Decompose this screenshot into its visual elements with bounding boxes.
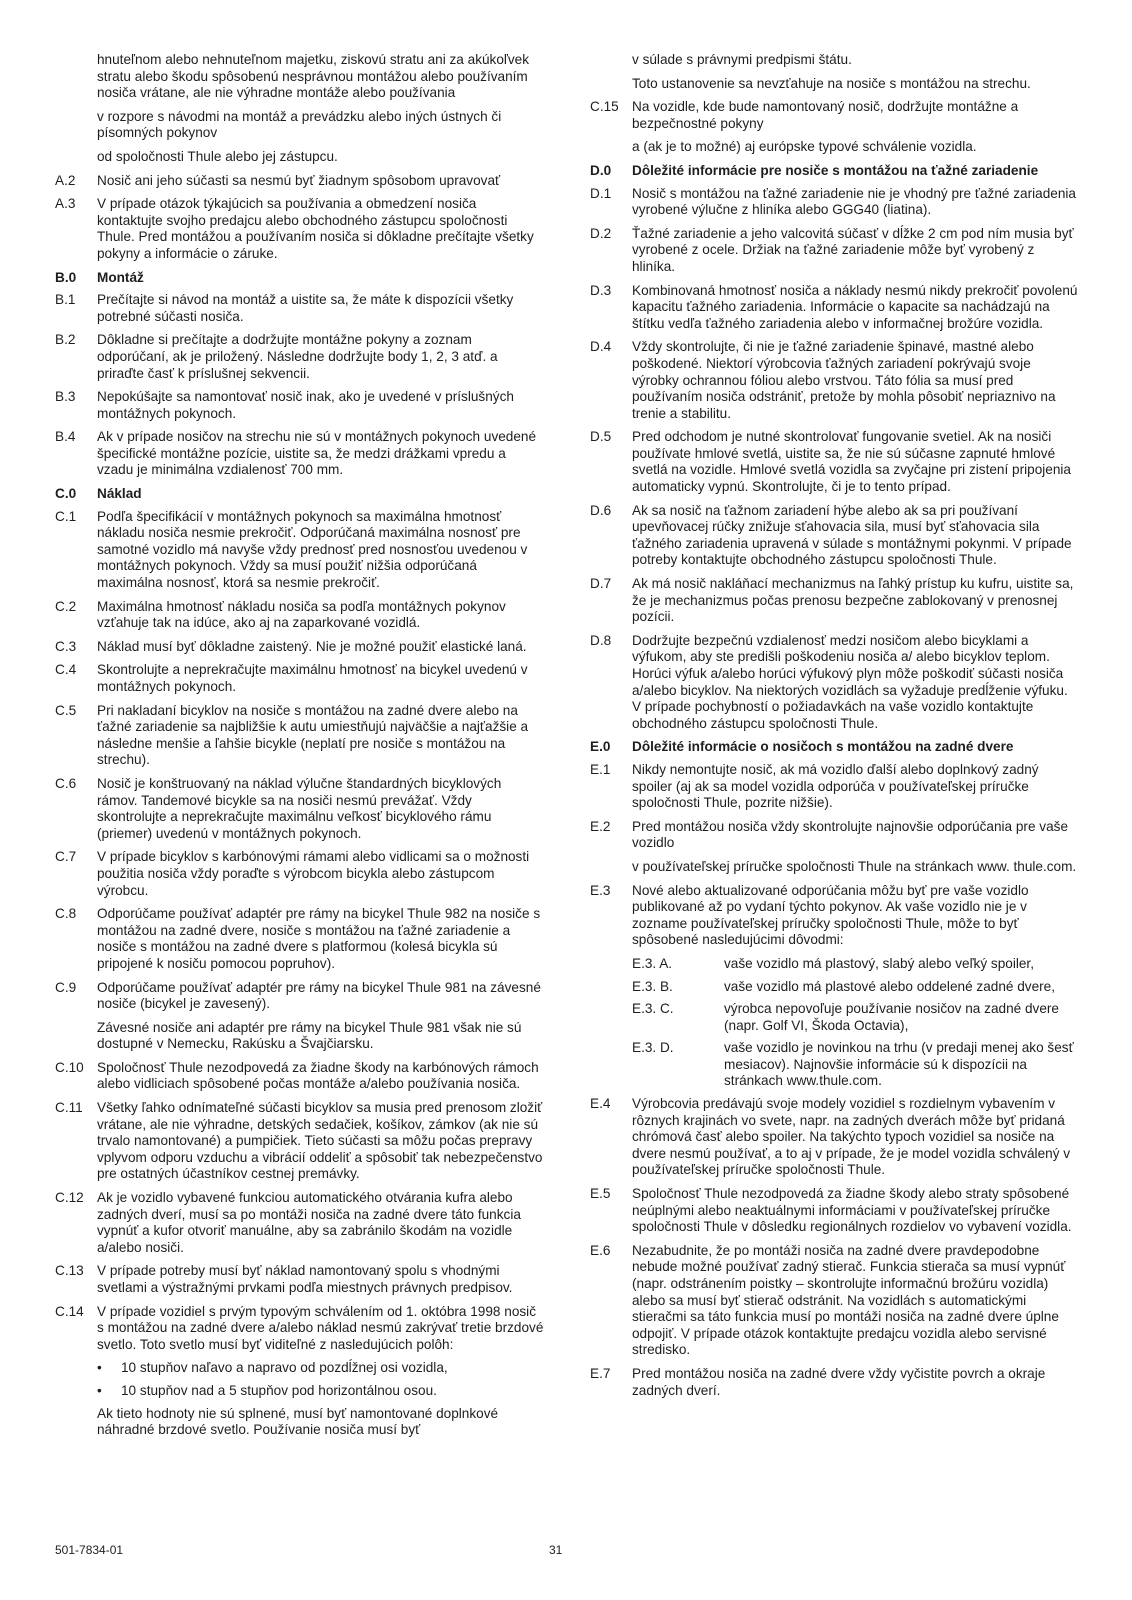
item-number: C.15 [590, 99, 619, 115]
item-number: E.3 [590, 882, 611, 898]
item-text: Spoločnosť Thule nezodpovedá za žiadne škody alebo straty spôsobené neúplnými alebo neaktuálnymi informáciami v používateľskej príručke spoločnosti Thule v dôsledku regionálnych rozdielov vo vybavení vozidla. [632, 1186, 1072, 1235]
list-item [590, 762, 1080, 812]
list-item [590, 883, 1080, 949]
document-number: 501-7834-01 [55, 1543, 124, 1557]
item-number: E.6 [590, 1242, 611, 1258]
item-text: Spoločnosť Thule nezodpovedá za žiadne škody na karbónových rámoch alebo vidliciach spôsobené počas montáže a/alebo používania nosiča. [97, 1059, 539, 1092]
item-number: E.2 [590, 818, 611, 834]
sub-item-text: výrobca nepovoľuje používanie nosičov na zadné dvere (napr. Golf VI, Škoda Octavia), [724, 1001, 1059, 1033]
list-item [55, 1190, 545, 1256]
paragraph-continuation: Ak tieto hodnoty nie sú splnené, musí byť namontované doplnkové náhradné brzdové svetlo. Používanie nosiča musí byť [97, 1405, 499, 1438]
list-item [55, 173, 545, 190]
bullet-text: 10 stupňov nad a 5 stupňov pod horizontálnou osou. [121, 1382, 437, 1398]
item-text: Maximálna hmotnosť nákladu nosiča sa podľa montážnych pokynov vzťahuje tak na idúce, ako aj na zaparkované vozidlá. [97, 598, 506, 631]
list-item [55, 906, 545, 972]
list-item [55, 776, 545, 842]
item-number: C.1 [55, 508, 77, 524]
item-text: Ak v prípade nosičov na strechu nie sú v montážnych pokynoch uvedené špecifické montážne pozície, uistite sa, že medzi drážkami vpredu a vzadu je minimálna vzdialenosť 700 mm. [97, 429, 537, 478]
sub-item-number: E.3. C. [632, 1001, 674, 1017]
list-item [55, 1060, 545, 1093]
sub-item-text: vaše vozidlo je novinkou na trhu (v predaji menej ako šesť mesiacov). Najnovšie informácie sú k dispozícii na stránkach www.thule.com. [724, 1040, 1074, 1089]
list-item [590, 339, 1080, 422]
left-column [55, 52, 545, 1446]
list-item [55, 1263, 545, 1296]
item-number: A.3 [55, 196, 76, 212]
section-number: B.0 [55, 269, 77, 285]
sub-item-text: vaše vozidlo má plastové alebo oddelené zadné dvere, [724, 978, 1056, 994]
section-heading [590, 739, 1080, 756]
paragraph-continuation: v rozpore s návodmi na montáž a prevádzku alebo iných ústnych či písomných pokynov [97, 108, 502, 141]
list-item [55, 703, 545, 769]
bullet-icon: • [97, 1360, 102, 1376]
sub-item-number: E.3. D. [632, 1040, 674, 1056]
sub-item-number: E.3. A. [632, 955, 673, 971]
list-item [590, 576, 1080, 626]
paragraph-continuation: od spoločnosti Thule alebo jej zástupcu. [97, 148, 338, 164]
item-number: D.7 [590, 576, 612, 592]
list-item [55, 849, 545, 899]
item-number: B.2 [55, 332, 76, 348]
sub-item [590, 979, 1080, 996]
section-number: C.0 [55, 486, 77, 502]
item-number: B.3 [55, 389, 76, 405]
list-item [590, 429, 1080, 495]
item-number: E.1 [590, 761, 611, 777]
item-number: D.3 [590, 282, 612, 298]
item-number: D.1 [590, 185, 612, 201]
list-item [55, 332, 545, 382]
item-number: C.13 [55, 1263, 84, 1279]
item-text: Prečítajte si návod na montáž a uistite sa, že máte k dispozícii všetky potrebné súčasti nosiča. [97, 292, 514, 324]
item-text: Pred odchodom je nutné skontrolovať fungovanie svetiel. Ak na nosiči používate hmlové svetlá, uistite sa, že nie sú súčasne zapnuté hmlové svetlá na vozidle. Hmlové svetlá vozidla sa zvyčajne pri zistení pripojenia automaticky vypnú. Skontrolujte, či je to tento prípad. [632, 429, 1071, 495]
item-text: Odporúčame používať adaptér pre rámy na bicykel Thule 981 na závesné nosiče (bicykel je zavesený). [97, 979, 541, 1012]
list-item [55, 429, 545, 479]
item-text: V prípade bicyklov s karbónovými rámami alebo vidlicami sa o možnosti použitia nosiča vždy poraďte s výrobcom bicykla alebo zástupcom výrobcu. [97, 849, 530, 898]
item-number: C.7 [55, 849, 77, 865]
item-text: Nikdy nemontujte nosič, ak má vozidlo ďalší alebo doplnkový zadný spoiler (aj ak sa model vozidla odporúča v používateľskej príručke spoločnosti Thule, pozrite nižšie). [632, 761, 1039, 811]
list-item [55, 599, 545, 632]
item-number: D.2 [590, 225, 612, 241]
item-number: B.4 [55, 429, 76, 445]
item-text: V prípade potreby musí byť náklad namontovaný spolu s vhodnými svetlami a výstražnými prvkami podľa miestnych právnych predpisov. [97, 1263, 513, 1295]
item-text: Odporúčame používať adaptér pre rámy na bicykel Thule 982 na nosiče s montážou na zadné dvere, nosiče s montážou na ťažné zariadenie a nosiče s montážou na zadné dvere s platformou (kolesá bicykla sú pripojené k nosiču pomocou popruhov). [97, 906, 541, 971]
list-item [55, 980, 545, 1013]
item-text: V prípade otázok týkajúcich sa používania a obmedzení nosiča kontaktujte svojho predajcu alebo obchodného zástupcu spoločnosti Thule. Pred montážou a používaním nosiča si dôkladne prečítajte všetky pokyny a informácie o záruke. [97, 196, 534, 261]
item-text: Nosič je konštruovaný na náklad výlučne štandardných bicyklových rámov. Tandemové bicykle sa na nosiči nesmú prevážať. Vždy skontrolujte a neprekračujte maximálnu veľkosť bicyklového rámu (priemer) uvedenú v montážnych pokynoch. [97, 775, 502, 841]
section-title: Náklad [97, 486, 142, 502]
item-text: Dodržujte bezpečnú vzdialenosť medzi nosičom alebo bicyklami a výfukom, aby ste predišli poškodeniu nosiča a/ alebo bicyklov teplom. Horúci výfuk a/alebo horúci výfukový plyn môže poškodiť súčasti nosiča a/alebo bicyklov. Na niektorých vozidlách sa vyžaduje predĺženie výfuku. V prípade pochybností o požiadavkách na vaše vozidlo kontaktujte obchodného zástupcu spoločnosti Thule. [632, 632, 1068, 731]
section-number: E.0 [590, 739, 611, 755]
item-text: Ak sa nosič na ťažnom zariadení hýbe alebo ak sa pri používaní upevňovacej rúčky znižuje sťahovacia sila, musí byť sťahovacia sila ťažného zariadenia upravená v súlade s montážnymi pokynmi. V prípade potreby kontaktujte obchodného zástupcu spoločnosti Thule. [632, 502, 1072, 568]
item-number: E.7 [590, 1365, 611, 1381]
item-number: A.2 [55, 172, 76, 188]
list-item [590, 1096, 1080, 1179]
item-number: C.8 [55, 906, 77, 922]
page-number: 31 [549, 1543, 563, 1557]
item-text: Všetky ľahko odnímateľné súčasti bicyklov sa musia pred prenosom zložiť vrátane, ale nie výhradne, detských sedačiek, košíkov, zámkov (ak nie sú trvalo namontované) a pumpičiek. Tieto súčasti sa môžu počas prepravy vplyvom odporu vzduchu a vibrácií oddeliť a spôsobiť tak nebezpečenstvo pre ostatných účastníkov cestnej premávky. [97, 1100, 543, 1182]
item-text: Nepokúšajte sa namontovať nosič inak, ako je uvedené v príslušných montážnych pokynoch. [97, 389, 514, 421]
paragraph-continuation: v súlade s právnymi predpismi štátu. [632, 52, 852, 67]
item-number: E.5 [590, 1186, 611, 1202]
sub-item-text: vaše vozidlo má plastový, slabý alebo veľký spoiler, [724, 955, 1034, 971]
bullet-item [55, 1360, 545, 1377]
item-text: Nové alebo aktualizované odporúčania môžu byť pre vaše vozidlo publikované až po vydaní týchto pokynov. Ak vaše vozidlo nie je v zozname používateľskej príručky spoločnosti Thule, môže to byť spôsobené nasledujúcimi dôvodmi: [632, 882, 1029, 948]
item-number: C.10 [55, 1059, 84, 1075]
item-text: Vždy skontrolujte, či nie je ťažné zariadenie špinavé, mastné alebo poškodené. Niektorí výrobcovia ťažných zariadení pokrývajú svoje výrobky ochrannou fóliou alebo vrstvou. Táto fólia sa musí pred používaním nosiča odstrániť, pretože by mohla pôsobiť nepriaznivo na trenie a stabilitu. [632, 339, 1056, 421]
item-number: D.5 [590, 429, 612, 445]
list-item [55, 196, 545, 262]
item-number: C.9 [55, 979, 77, 995]
section-heading [55, 486, 545, 503]
item-text: Ak je vozidlo vybavené funkciou automatického otvárania kufra alebo zadných dverí, musí sa po montáži nosiča na zadné dvere táto funkcia vypnúť a kufor otvoriť manuálne, aby sa zabránilo škodám na vozidle a/alebo nosiči. [97, 1190, 521, 1255]
list-item [590, 99, 1080, 132]
list-item [590, 226, 1080, 276]
right-column [590, 52, 1080, 1406]
item-text: Nosič s montážou na ťažné zariadenie nie je vhodný pre ťažné zariadenia vyrobené výlučne z hliníka alebo GGG40 (liatina). [632, 185, 1076, 218]
list-item [590, 283, 1080, 333]
item-number: C.14 [55, 1303, 84, 1319]
item-text: Výrobcovia predávajú svoje modely vozidiel s rozdielnym vybavením v rôznych krajinách vo svete, napr. na zadných dverách môže byť pridaná chrómová časť alebo spoiler. Na takýchto typoch vozidiel sa nosiče na dvere nesmú používať, a to aj v prípade, že je model vozidla schválený v používateľskej príručke spoločnosti Thule. [632, 1096, 1071, 1178]
item-number: C.2 [55, 598, 77, 614]
section-heading [590, 163, 1080, 180]
item-number: E.4 [590, 1096, 611, 1112]
item-text: Na vozidle, kde bude namontovaný nosič, dodržujte montážne a bezpečnostné pokyny [632, 99, 1019, 131]
item-text: Pred montážou nosiča vždy skontrolujte najnovšie odporúčania pre vaše vozidlo [632, 818, 1069, 851]
section-title: Dôležité informácie pre nosiče s montážou na ťažné zariadenie [632, 162, 1039, 178]
item-number: C.3 [55, 638, 77, 654]
list-item [55, 509, 545, 592]
list-item [55, 1100, 545, 1183]
list-item [590, 1366, 1080, 1399]
list-item [590, 1243, 1080, 1359]
paragraph-continuation: hnuteľnom alebo nehnuteľnom majetku, ziskovú stratu ani za akúkoľvek stratu alebo škodu spôsobenú nesprávnou montážou alebo používaním nosiča vrátane, ale nie výhradne montáže alebo používania [97, 52, 530, 101]
section-title: Dôležité informácie o nosičoch s montážou na zadné dvere [632, 739, 1014, 755]
item-text: Nezabudnite, že po montáži nosiča na zadné dvere pravdepodobne nebude možné používať zadný stierač. Funkcia stierača sa musí vypnúť (napr. odstránením poistky – skontrolujte informačnú brožúru vozidla) alebo sa musí byť stierač odstránit. Na vozidlách s automatickými stieračmi sa táto funkcia musí po montáži nosiča na zadné dvere úplne odpojiť. V prípade otázok kontaktujte predajcu vozidla alebo servisné stredisko. [632, 1242, 1066, 1358]
item-text: Náklad musí byť dôkladne zaistený. Nie je možné použiť elastické laná. [97, 638, 527, 654]
item-number: C.6 [55, 775, 77, 791]
bullet-icon: • [97, 1382, 102, 1398]
item-text: Ťažné zariadenie a jeho valcovitá súčasť v dĺžke 2 cm pod ním musia byť vyrobené z ocele. Držiak na ťažné zariadenie môže byť vyrobený z hliníka. [632, 225, 1074, 274]
paragraph-continuation: a (ak je to možné) aj európske typové schválenie vozidla. [632, 139, 977, 155]
list-item [55, 639, 545, 656]
item-number: C.12 [55, 1190, 84, 1206]
list-item [590, 503, 1080, 569]
sub-item [590, 1040, 1080, 1090]
list-item [590, 186, 1080, 219]
item-text: V prípade vozidiel s prvým typovým schválením od 1. októbra 1998 nosič s montážou na zadné dvere a/alebo náklad nesmú zakrývať tretie brzdové svetlo. Toto svetlo musí byť viditeľné z nasledujúcich polôh: [97, 1303, 544, 1352]
paragraph-continuation: Závesné nosiče ani adaptér pre rámy na bicykel Thule 981 však nie sú dostupné v Nemecku, Rakúsku a Švajčiarsku. [97, 1019, 522, 1052]
paragraph-continuation: v používateľskej príručke spoločnosti Thule na stránkach www. thule.com. [632, 858, 1077, 874]
list-item [55, 389, 545, 422]
sub-item [590, 1001, 1080, 1034]
item-text: Nosič ani jeho súčasti sa nesmú byť žiadnym spôsobom upravovať [97, 172, 501, 188]
list-item [55, 1304, 545, 1354]
sub-item-number: E.3. B. [632, 978, 673, 994]
section-title: Montáž [97, 269, 144, 285]
section-number: D.0 [590, 162, 612, 178]
bullet-text: 10 stupňov naľavo a napravo od pozdĺžnej osi vozidla, [121, 1360, 448, 1376]
item-text: Kombinovaná hmotnosť nosiča a náklady nesmú nikdy prekročiť povolenú kapacitu ťažného zariadenia. Informácie o kapacite sa nachádzajú na štítku vedľa ťažného zariadenia alebo v informačnej brožúre vozidla. [632, 282, 1078, 331]
item-number: C.11 [55, 1100, 83, 1116]
sub-item [590, 956, 1080, 973]
list-item [590, 633, 1080, 733]
item-text: Skontrolujte a neprekračujte maximálnu hmotnosť na bicykel uvedenú v montážnych pokynoch. [97, 662, 528, 694]
item-number: B.1 [55, 292, 76, 308]
list-item [55, 662, 545, 695]
item-text: Ak má nosič nakláňací mechanizmus na ľahký prístup ku kufru, uistite sa, že je mechanizmus počas prenosu bezpečne zablokovaný v prenosnej pozícii. [632, 576, 1074, 625]
list-item [590, 819, 1080, 852]
item-number: C.5 [55, 702, 77, 718]
section-heading [55, 270, 545, 287]
paragraph-continuation: Toto ustanovenie sa nevzťahuje na nosiče s montážou na strechu. [632, 75, 1031, 91]
item-number: D.6 [590, 502, 612, 518]
bullet-item [55, 1383, 545, 1400]
list-item [590, 1186, 1080, 1236]
item-text: Dôkladne si prečítajte a dodržujte montážne pokyny a zoznam odporúčaní, ak je priložený. Následne dodržujte body 1, 2, 3 atď. a priraďte časť k príslušnej sekvencii. [97, 332, 498, 381]
item-text: Pred montážou nosiča na zadné dvere vždy vyčistite povrch a okraje zadných dverí. [632, 1365, 1046, 1398]
item-text: Pri nakladaní bicyklov na nosiče s montážou na zadné dvere alebo na ťažné zariadenie sa najbližšie k autu umiestňujú najväčšie a najťažšie a následne menšie a ľahšie bicykle (neplatí pre nosiče s montážou na strechu). [97, 702, 529, 768]
item-number: C.4 [55, 662, 77, 678]
list-item [55, 292, 545, 325]
item-text: Podľa špecifikácií v montážnych pokynoch sa maximálna hmotnosť nákladu nosiča nesmie prekročiť. Odporúčaná maximálna nosnosť pre samotné vozidlo má navyše vždy prednosť pred nosnosťou uvedenou v montážnych pokynoch. Vždy sa musí použiť nižšia odporúčaná maximálna nosnosť, ktorá sa nesmie prekročiť. [97, 508, 528, 591]
item-number: D.8 [590, 632, 612, 648]
item-number: D.4 [590, 339, 612, 355]
